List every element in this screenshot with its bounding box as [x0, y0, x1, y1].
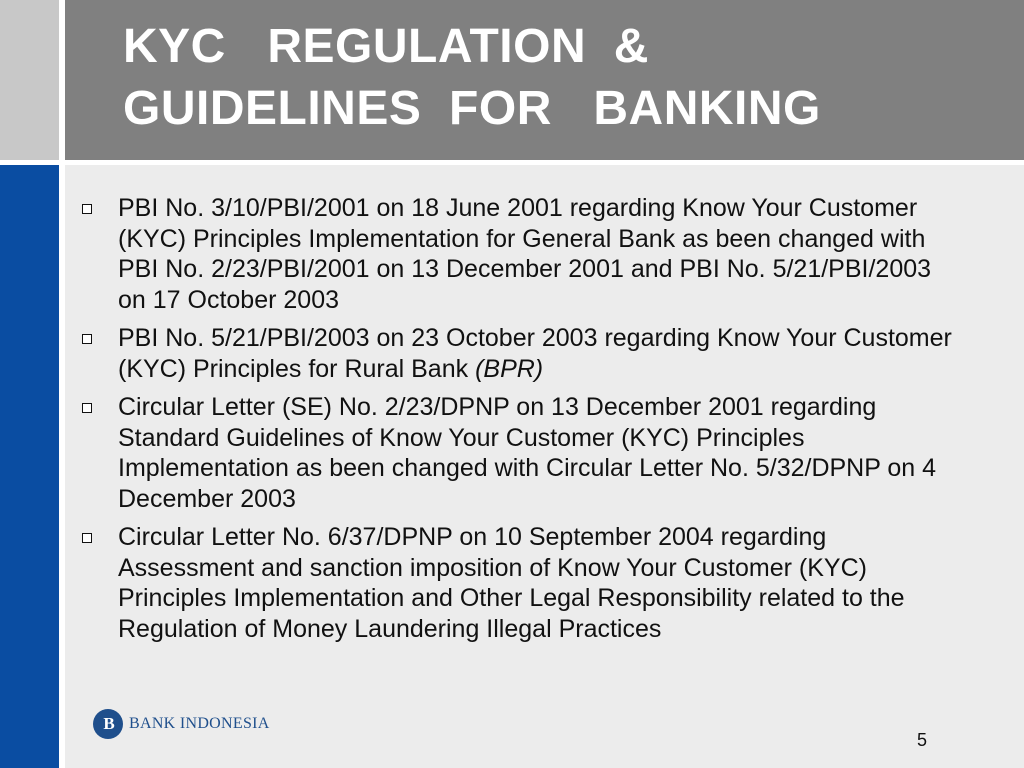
- list-item: [82, 522, 952, 644]
- checkbox-bullet-icon: [82, 204, 92, 214]
- bullet-list: [82, 193, 952, 652]
- bullet-italic-suffix: (BPR): [475, 354, 544, 383]
- checkbox-bullet-icon: [82, 334, 92, 344]
- bank-indonesia-logo: [93, 707, 270, 741]
- left-accent-gray-block: [0, 0, 59, 160]
- bullet-text: PBI No. 5/21/PBI/2003 on 23 October 2003 regarding Know Your Customer (KYC) Principles for Rural Bank: [118, 324, 952, 383]
- checkbox-bullet-icon: [82, 403, 92, 413]
- slide-title: KYC REGULATION & GUIDELINES FOR BANKING: [123, 20, 821, 135]
- bullet-text: Circular Letter (SE) No. 2/23/DPNP on 13 December 2001 regarding Standard Guidelines of Know Your Customer (KYC) Principles Implementation as been changed with Circular Letter No. 5/32/DPNP on 4 December 2003: [118, 393, 937, 513]
- bullet-text: PBI No. 3/10/PBI/2001 on 18 June 2001 regarding Know Your Customer (KYC) Principles Implementation for General Bank as been changed with PBI No. 2/23/PBI/2001 on 13 December 2001 and PBI No. 5/21/PBI/2003 on 17 October 2003: [118, 194, 932, 314]
- list-item: [82, 323, 952, 384]
- list-item: [82, 392, 952, 514]
- logo-mark-letter: B: [103, 714, 113, 733]
- list-item: [82, 193, 952, 315]
- checkbox-bullet-icon: [82, 533, 92, 543]
- bullet-text: Circular Letter No. 6/37/DPNP on 10 September 2004 regarding Assessment and sanction imposition of Know Your Customer (KYC) Principles Implementation and Other Legal Responsibility related to the Regulation of Money Laundering Illegal Practices: [118, 523, 905, 643]
- page-number: 5: [917, 730, 928, 750]
- left-accent-blue-bar: [0, 165, 59, 768]
- bank-indonesia-logo-icon: [93, 709, 123, 739]
- logo-text: BANK INDONESIA: [129, 715, 270, 732]
